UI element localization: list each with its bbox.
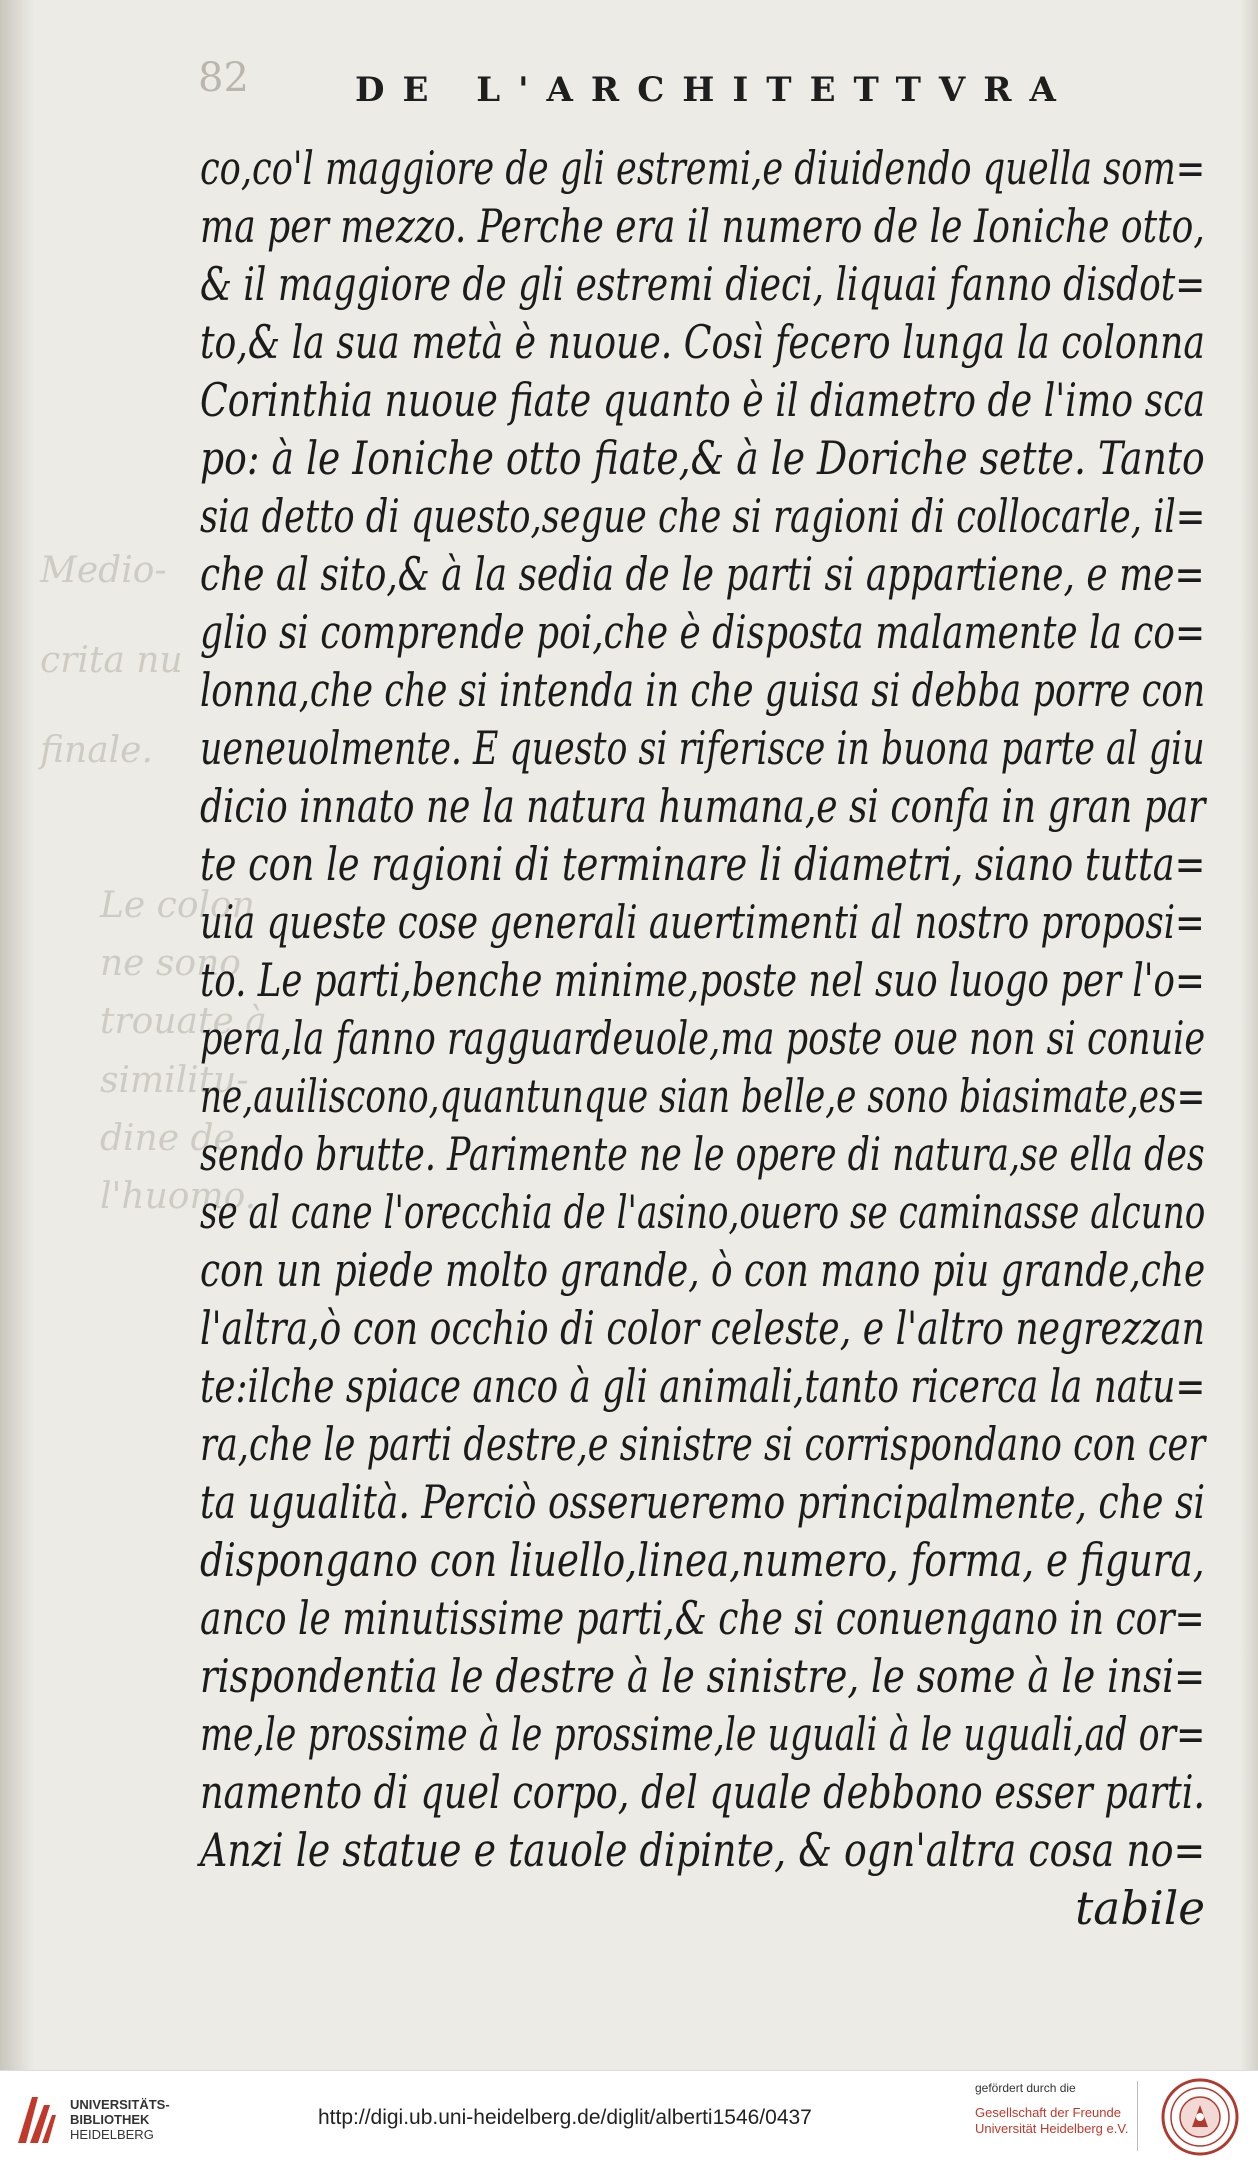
- library-name-line: HEIDELBERG: [70, 2127, 154, 2142]
- text-line: Corinthia nuoue fiate quanto è il diametro de l'imo sca: [200, 374, 1206, 427]
- text-line: me,le prossime à le prossime,le uguali à le uguali,ad or=: [200, 1708, 1206, 1761]
- bleed-through-text: trouate à: [100, 1001, 267, 1042]
- bleed-through-text: similitu-: [100, 1060, 249, 1101]
- text-line: to,& la sua metà è nuoue. Così fecero lunga la colonna: [200, 316, 1205, 369]
- bleed-through-text: finale.: [40, 730, 153, 771]
- running-head: DE L'ARCHITETTVRA: [355, 70, 1074, 110]
- text-line: uia queste cose generali auertimenti al nostro proposi=: [200, 896, 1205, 949]
- text-line: ta ugualità. Perciò osserueremo principalmente, che si: [200, 1476, 1206, 1529]
- text-line: tabile: [1075, 1882, 1205, 1935]
- text-line: rispondentia le destre à le sinistre, le some à le insi=: [200, 1650, 1206, 1703]
- text-line: namento di quel corpo, del quale debbono esser parti.: [200, 1766, 1206, 1819]
- text-line: dicio innato ne la natura humana,e si confa in gran par: [200, 780, 1206, 833]
- folio-number: 82: [198, 55, 249, 101]
- library-logo-icon: [14, 2091, 58, 2147]
- bleed-through-text: Le colon: [100, 885, 255, 926]
- text-line: anco le minutissime parti,& che si conuengano in cor=: [200, 1592, 1205, 1645]
- text-line: Anzi le statue e tauole dipinte, & ogn'altra cosa no=: [200, 1824, 1206, 1877]
- bleed-through-text: ne sono: [100, 943, 241, 984]
- body-text: [200, 140, 1210, 1938]
- society-name[interactable]: [975, 2105, 1128, 2137]
- bleed-through-text: l'huomo.: [100, 1176, 257, 1217]
- text-line: te:ilche spiace anco à gli animali,tanto ricerca la natu=: [200, 1360, 1206, 1413]
- page-edge-shadow: [1240, 0, 1258, 2070]
- bleed-through-text: dine de: [100, 1118, 235, 1159]
- text-line: ueneuolmente. E questo si riferisce in buona parte al giu: [200, 722, 1205, 775]
- text-line: pera,la fanno ragguardeuole,ma poste oue non si conuie: [200, 1012, 1206, 1065]
- text-line: lonna,che che si intenda in che guisa si debba porre con: [200, 664, 1206, 717]
- text-line: sia detto di questo,segue che si ragioni di collocarle, il=: [200, 490, 1206, 543]
- funded-by-label: gefördert durch die: [975, 2081, 1076, 2095]
- permalink-url[interactable]: http://digi.ub.uni-heidelberg.de/diglit/alberti1546/0437: [318, 2106, 812, 2129]
- text-line: glio si comprende poi,che è disposta malamente la co=: [200, 606, 1206, 659]
- footer-divider: [1137, 2081, 1138, 2151]
- text-line: co,co'l maggiore de gli estremi,e diuidendo quella som=: [200, 142, 1206, 195]
- text-line: che al sito,& à la sedia de le parti si appartiene, e me=: [200, 548, 1205, 601]
- text-line: se al cane l'orecchia de l'asino,ouero se caminasse alcuno: [200, 1186, 1206, 1239]
- library-name: [70, 2097, 170, 2142]
- text-line: ra,che le parti destre,e sinistre si corrispondano con cer: [200, 1418, 1206, 1471]
- text-line: & il maggiore de gli estremi dieci, liquai fanno disdot=: [200, 258, 1206, 311]
- viewer-footer: [0, 2070, 1258, 2164]
- text-line: con un piede molto grande, ò con mano piu grande,che: [200, 1244, 1206, 1297]
- society-name-line: Gesellschaft der Freunde: [975, 2105, 1121, 2120]
- text-line: ne,auiliscono,quantunque sian belle,e sono biasimate,es=: [200, 1070, 1206, 1123]
- text-line: ma per mezzo. Perche era il numero de le Ioniche otto,: [200, 200, 1205, 253]
- text-line: po: à le Ioniche otto fiate,& à le Doriche sette. Tanto: [200, 432, 1205, 485]
- text-line: to. Le parti,benche minime,poste nel suo luogo per l'o=: [200, 954, 1205, 1007]
- bleed-through-text: Medio-: [40, 550, 167, 591]
- society-name-line: Universität Heidelberg e.V.: [975, 2121, 1129, 2136]
- text-line: sendo brutte. Parimente ne le opere di natura,se ella des: [200, 1128, 1205, 1181]
- text-line: te con le ragioni di terminare li diametri, siano tutta=: [200, 838, 1206, 891]
- page-gutter-shadow: [0, 0, 34, 2070]
- university-seal-icon: [1160, 2077, 1240, 2157]
- library-name-line: BIBLIOTHEK: [70, 2112, 150, 2127]
- text-line: l'altra,ò con occhio di color celeste, e l'altro negrezzan: [200, 1302, 1205, 1355]
- text-line: dispongano con liuello,linea,numero, forma, e figura,: [200, 1534, 1205, 1587]
- bleed-through-text: crita nu: [40, 640, 183, 681]
- library-name-line: UNIVERSITÄTS-: [70, 2097, 170, 2112]
